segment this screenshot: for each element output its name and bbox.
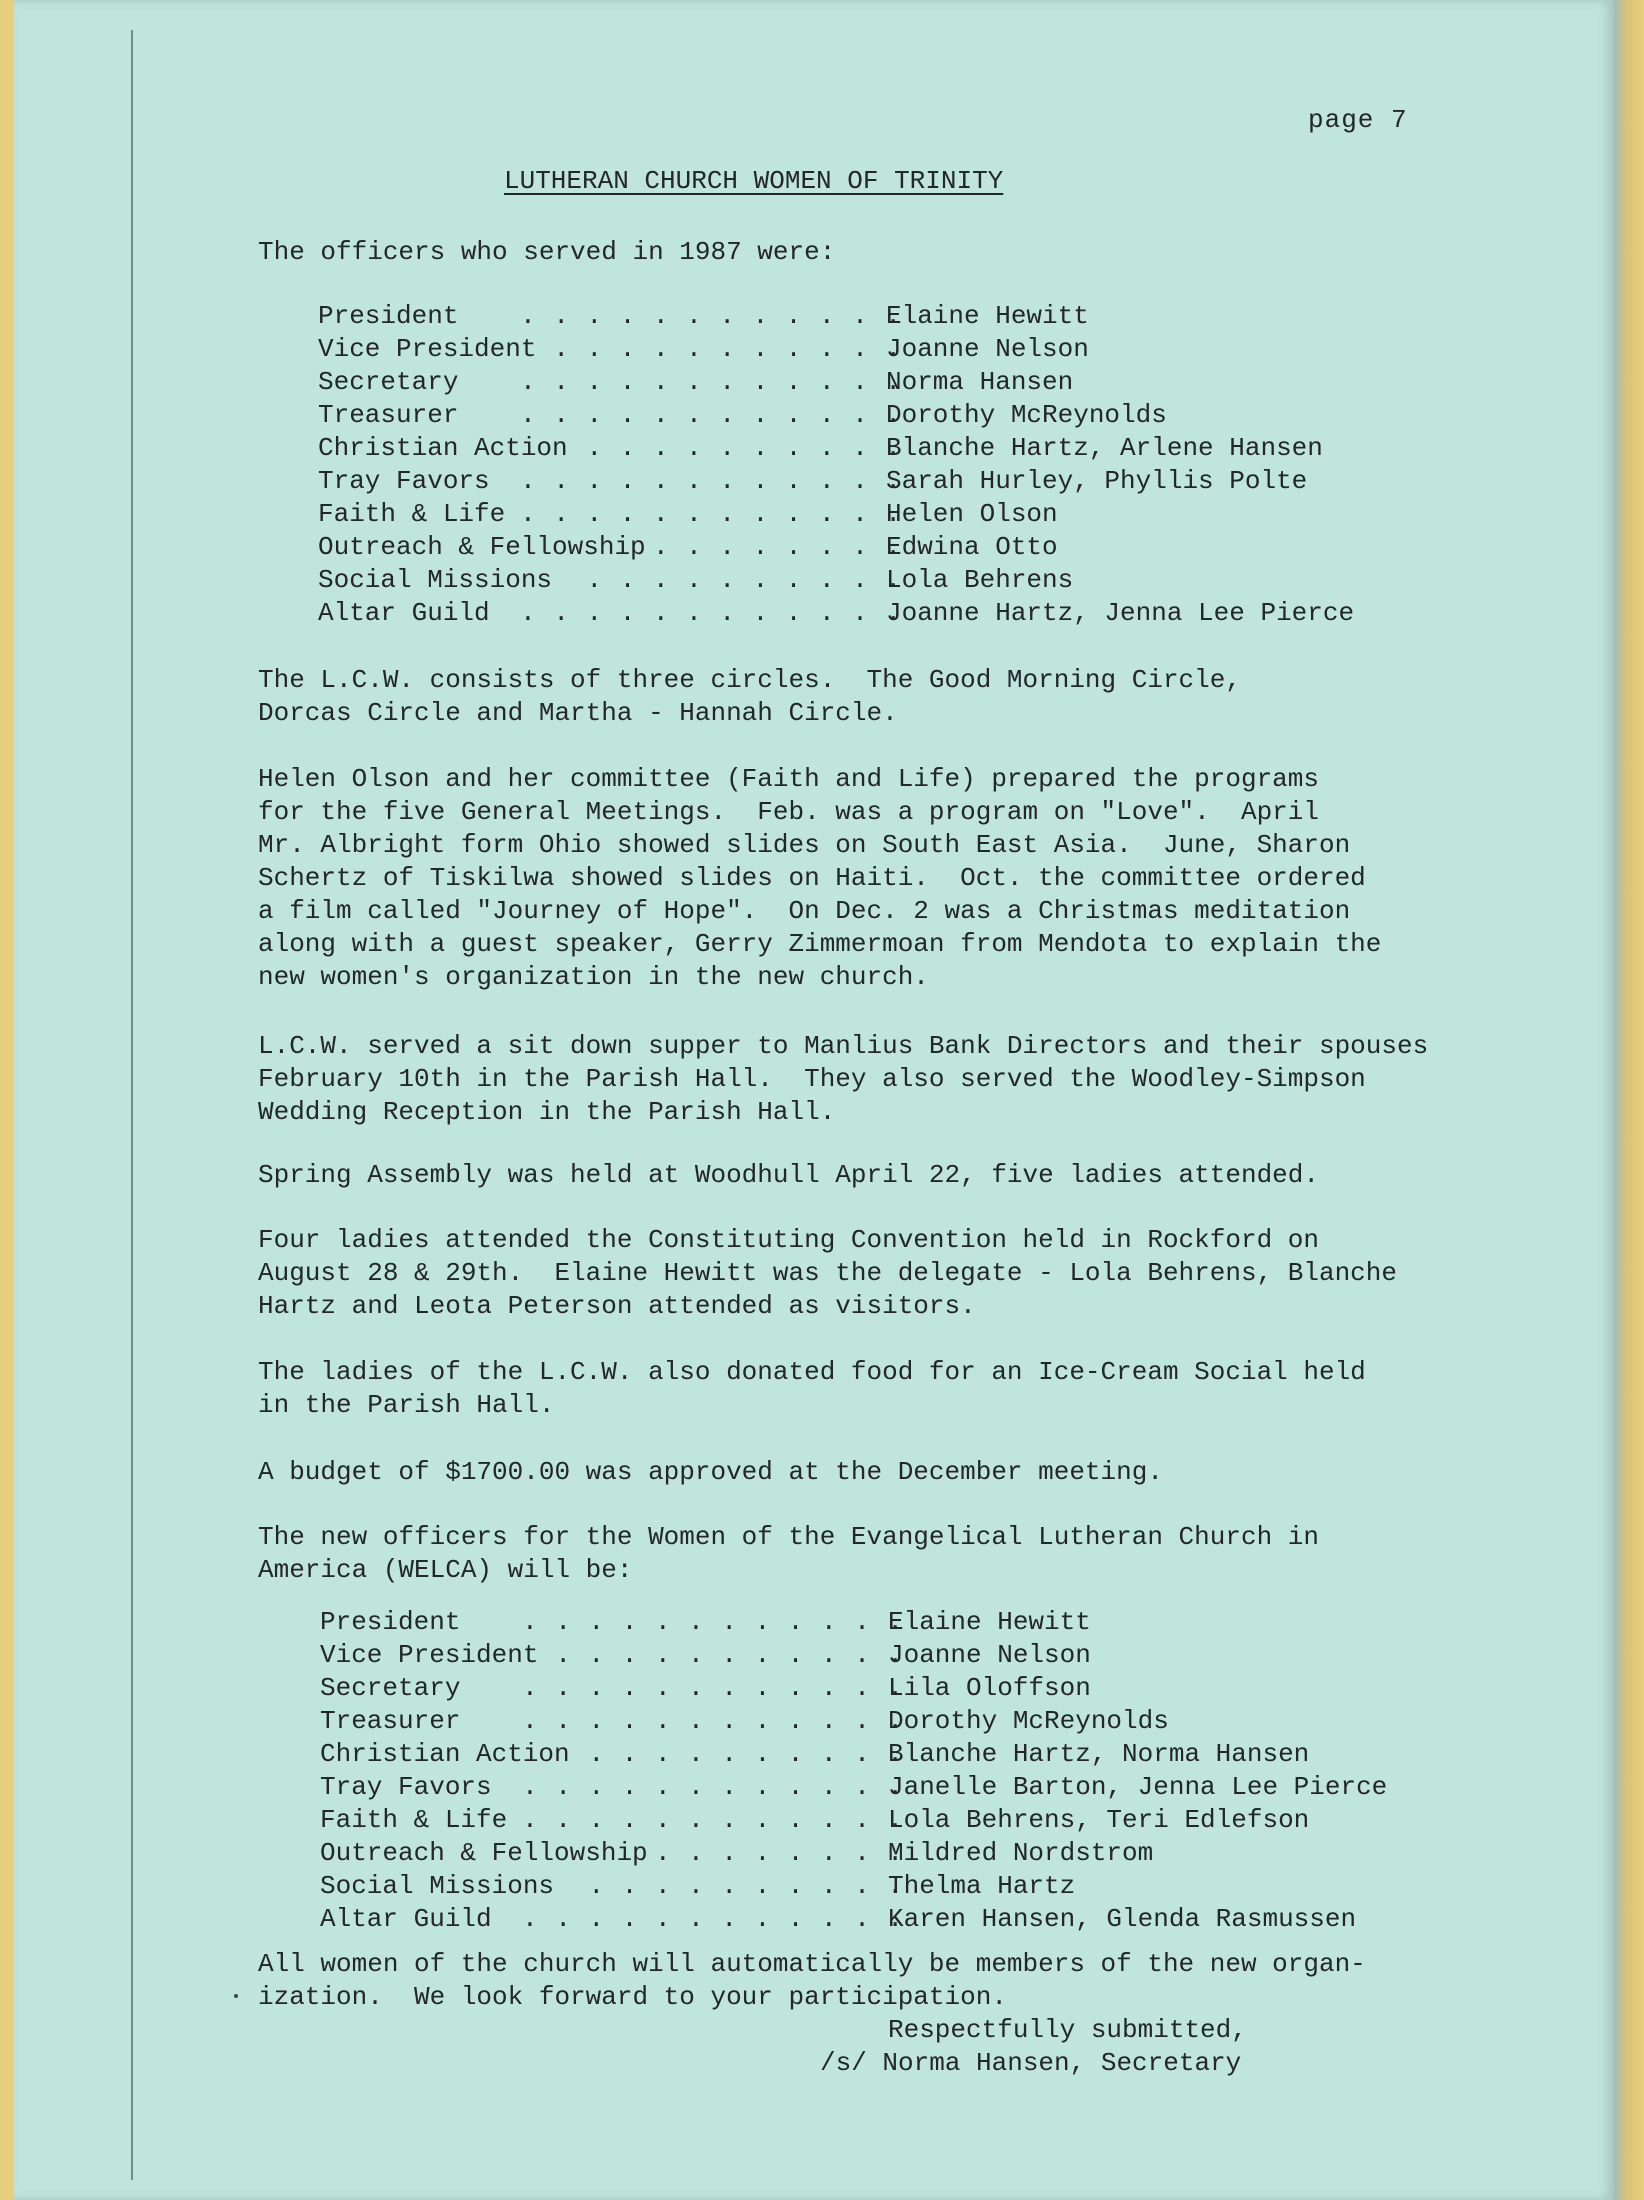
officers-1987-list xyxy=(318,300,1422,630)
officer-role: Vice President xyxy=(320,1639,550,1672)
officer-name: Dorothy McReynolds xyxy=(888,1706,1169,1736)
officer-row xyxy=(320,1903,1424,1936)
officer-name: Blanche Hartz, Norma Hansen xyxy=(888,1739,1310,1769)
officers-welca-list xyxy=(320,1606,1424,1936)
assembly-paragraph: Spring Assembly was held at Woodhull April 22, five ladies attended. xyxy=(258,1160,1319,1190)
officer-row xyxy=(318,399,1422,432)
leader-dots xyxy=(502,498,902,531)
signature-closing: Respectfully submitted, xyxy=(888,2015,1247,2045)
icecream-paragraph: The ladies of the L.C.W. also donated food for an Ice-Cream Social held in the Parish Hall. xyxy=(258,1357,1366,1420)
officer-row xyxy=(320,1705,1424,1738)
leader-dots xyxy=(504,1705,904,1738)
circles-paragraph: The L.C.W. consists of three circles. The Good Morning Circle, Dorcas Circle and Martha - Hannah Circle. xyxy=(258,665,1241,728)
officer-row xyxy=(320,1771,1424,1804)
officer-name: Mildred Nordstrom xyxy=(888,1838,1154,1868)
officer-role: Secretary xyxy=(320,1672,472,1705)
officer-row xyxy=(320,1606,1424,1639)
officer-role: Treasurer xyxy=(320,1705,472,1738)
officer-name: Lola Behrens xyxy=(886,565,1074,595)
officer-role: Faith & Life xyxy=(318,498,517,531)
convention-paragraph: Four ladies attended the Constituting Convention held in Rockford on August 28 & 29th. Elaine Hewitt was the delegate - Lola Behrens, Blanche Hartz and Leota Peterson attended as visitors. xyxy=(258,1225,1397,1321)
officer-name: Elaine Hewitt xyxy=(888,1607,1091,1637)
officer-role: Social Missions xyxy=(318,564,564,597)
leader-dots xyxy=(504,1639,904,1672)
signature-name: /s/ Norma Hansen, Secretary xyxy=(820,2048,1242,2078)
officer-role: Altar Guild xyxy=(318,597,502,630)
page-number: page 7 xyxy=(1308,105,1408,135)
paper-edge xyxy=(1614,0,1644,2200)
leader-dots xyxy=(502,366,902,399)
officer-row xyxy=(318,498,1422,531)
programs-paragraph: Helen Olson and her committee (Faith and Life) prepared the programs for the five General Meetings. Feb. was a program on "Love". April Mr. Albright form Ohio showed slides on South East Asia. June, Sharon Schertz of Tiskilwa showed slides on Haiti. Oct. the committee ordered a film called "Journey of Hope". On Dec. 2 was a Christmas meditation along with a guest speaker, Gerry Zimmermoan from Mendota to explain the new women's organization in the new church. xyxy=(258,764,1382,992)
officer-row xyxy=(318,564,1422,597)
new-officers-intro: The new officers for the Women of the Evangelical Lutheran Church in America (WELCA) will be: xyxy=(258,1522,1319,1585)
leader-dots xyxy=(504,1804,904,1837)
leader-dots xyxy=(504,1606,904,1639)
officer-row xyxy=(318,366,1422,399)
officer-role: Tray Favors xyxy=(320,1771,504,1804)
officer-row xyxy=(318,465,1422,498)
officer-role: President xyxy=(318,300,470,333)
officer-role: Social Missions xyxy=(320,1870,566,1903)
leader-dots xyxy=(504,1903,904,1936)
officer-role: Secretary xyxy=(318,366,470,399)
officer-name: Lola Behrens, Teri Edlefson xyxy=(888,1805,1310,1835)
officer-role: Vice President xyxy=(318,333,548,366)
officer-name: Thelma Hartz xyxy=(888,1871,1076,1901)
leader-dots xyxy=(502,465,902,498)
officer-row xyxy=(320,1870,1424,1903)
leader-dots xyxy=(502,300,902,333)
officer-name: Lila Oloffson xyxy=(888,1673,1091,1703)
officer-name: Sarah Hurley, Phyllis Polte xyxy=(886,466,1308,496)
officer-row xyxy=(320,1639,1424,1672)
officer-name: Norma Hansen xyxy=(886,367,1074,397)
officer-name: Elaine Hewitt xyxy=(886,301,1089,331)
leader-dots xyxy=(502,399,902,432)
officer-name: Joanne Nelson xyxy=(888,1640,1091,1670)
officer-row xyxy=(318,531,1422,564)
officer-role: Faith & Life xyxy=(320,1804,519,1837)
officer-role: President xyxy=(320,1606,472,1639)
officer-name: Janelle Barton, Jenna Lee Pierce xyxy=(888,1772,1388,1802)
stray-mark xyxy=(234,1994,238,1998)
officer-row xyxy=(318,432,1422,465)
leader-dots xyxy=(504,1771,904,1804)
margin-rule xyxy=(131,30,133,2180)
budget-paragraph: A budget of $1700.00 was approved at the December meeting. xyxy=(258,1457,1163,1487)
officer-role: Tray Favors xyxy=(318,465,502,498)
leader-dots xyxy=(502,333,902,366)
leader-dots xyxy=(504,1672,904,1705)
officer-name: Joanne Nelson xyxy=(886,334,1089,364)
leader-dots xyxy=(502,597,902,630)
officer-name: Joanne Hartz, Jenna Lee Pierce xyxy=(886,598,1355,628)
officer-name: Edwina Otto xyxy=(886,532,1058,562)
officer-role: Altar Guild xyxy=(320,1903,504,1936)
officer-role: Outreach & Fellowship xyxy=(320,1837,660,1870)
officer-row xyxy=(320,1672,1424,1705)
officer-role: Christian Action xyxy=(320,1738,582,1771)
officer-row xyxy=(320,1837,1424,1870)
officer-name: Dorothy McReynolds xyxy=(886,400,1167,430)
officer-row xyxy=(318,300,1422,333)
officer-name: Karen Hansen, Glenda Rasmussen xyxy=(888,1904,1357,1934)
officer-name: Helen Olson xyxy=(886,499,1058,529)
intro-text: The officers who served in 1987 were: xyxy=(258,237,836,267)
officer-role: Outreach & Fellowship xyxy=(318,531,658,564)
officer-row xyxy=(318,597,1422,630)
officer-row xyxy=(318,333,1422,366)
officer-row xyxy=(320,1804,1424,1837)
officer-role: Christian Action xyxy=(318,432,580,465)
document-title: LUTHERAN CHURCH WOMEN OF TRINITY xyxy=(504,166,1004,196)
closing-paragraph: All women of the church will automatically be members of the new organ- ization. We look forward to your participation. xyxy=(258,1949,1366,2012)
officer-name: Blanche Hartz, Arlene Hansen xyxy=(886,433,1323,463)
officer-role: Treasurer xyxy=(318,399,470,432)
officer-row xyxy=(320,1738,1424,1771)
supper-paragraph: L.C.W. served a sit down supper to Manlius Bank Directors and their spouses February 10th in the Parish Hall. They also served the Woodley-Simpson Wedding Reception in the Parish Hall. xyxy=(258,1031,1429,1127)
